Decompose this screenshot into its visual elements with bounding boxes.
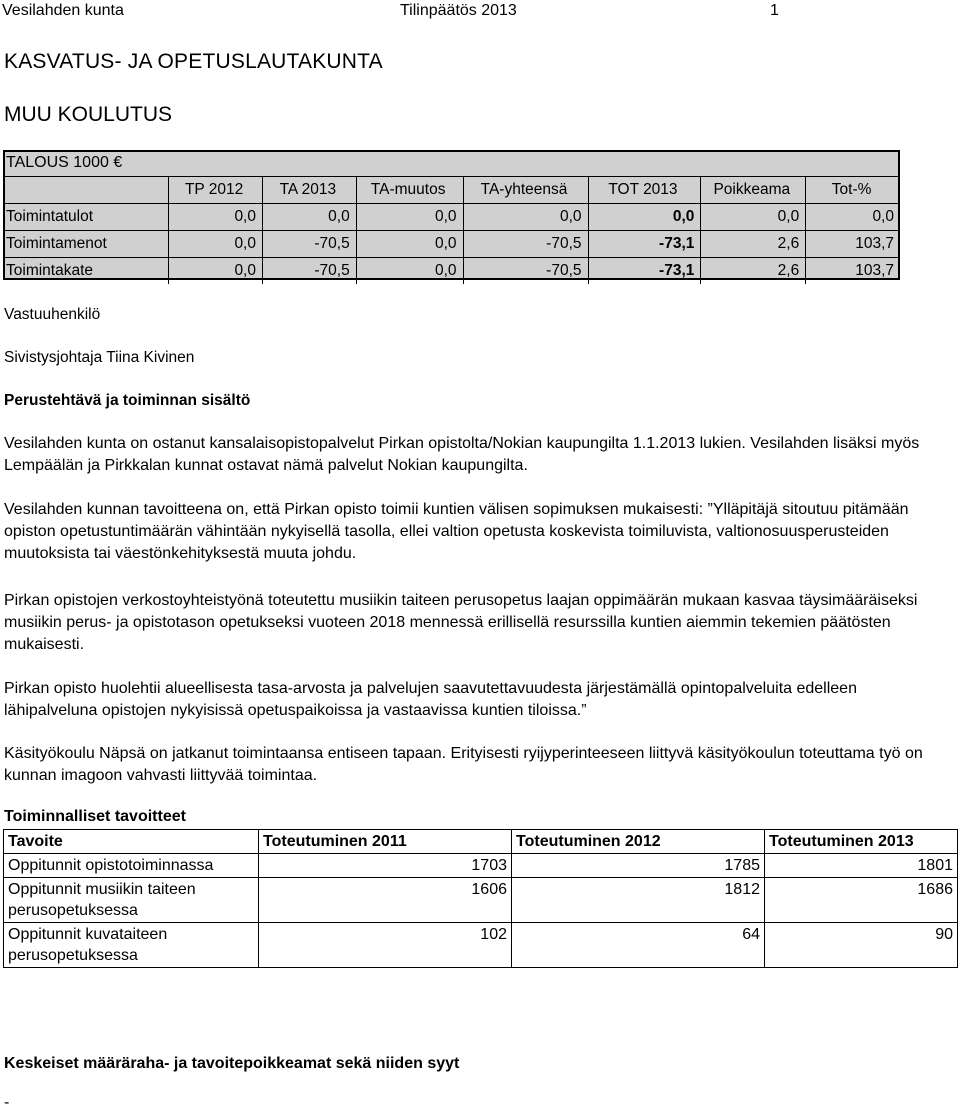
goals-cell: 1686 [765, 878, 958, 923]
goals-col-header: Tavoite [4, 830, 259, 854]
finance-cell: 0,0 [806, 204, 900, 231]
finance-header-row [3, 177, 900, 204]
finance-cell: 0,0 [701, 204, 806, 231]
task-heading: Perustehtävä ja toiminnan sisältö [4, 392, 251, 409]
goals-cell: 1801 [765, 854, 958, 878]
finance-col-header: Tot-% [806, 177, 900, 204]
finance-col-header: TA 2013 [263, 177, 357, 204]
goals-row [4, 878, 958, 923]
finance-cell: -70,5 [263, 231, 357, 258]
finance-col-header: TOT 2013 [588, 177, 701, 204]
header-report-title: Tilinpäätös 2013 [400, 2, 517, 19]
goals-row-label: Oppitunnit musiikin taiteen perusopetuksessa [4, 878, 259, 923]
finance-row-label: Toimintatulot [3, 204, 169, 231]
paragraph: Pirkan opistojen verkostoyhteistyönä toteutettu musiikin taiteen perusopetus laajan oppimäärän mukaan kasvaa täysimääräiseksi musiikin perus- ja opistotason opetukseksi vuoteen 2018 mennessä erillisellä resurssilla kuntien aiemmin tekemien päätösten mukaisesti. [4, 592, 918, 653]
finance-table [3, 150, 900, 284]
finance-cell: 103,7 [806, 231, 900, 258]
paragraph: Pirkan opisto huolehtii alueellisesta tasa-arvosta ja palvelujen saavutettavuudesta järjestämällä opintopalveluita edelleen lähipalveluna opistojen nykyisissä opetuspaikoissa ja vastaavissa kuntien tiloissa.” [4, 680, 857, 719]
finance-cell: -70,5 [463, 231, 588, 258]
deviation-text: - [4, 1094, 10, 1111]
finance-row [3, 231, 900, 258]
goals-table [3, 829, 958, 968]
finance-cell: -73,1 [588, 231, 701, 258]
deviation-title: Keskeiset määräraha- ja tavoitepoikkeamat sekä niiden syyt [4, 1055, 460, 1072]
goals-col-header: Toteutuminen 2013 [765, 830, 958, 854]
finance-row [3, 204, 900, 231]
finance-cell: 0,0 [356, 204, 463, 231]
committee-title: KASVATUS- JA OPETUSLAUTAKUNTA [4, 50, 383, 73]
goals-row [4, 923, 958, 968]
finance-col-header: TA-muutos [356, 177, 463, 204]
responsible-label: Vastuuhenkilö [4, 306, 101, 323]
responsible-name: Sivistysjohtaja Tiina Kivinen [4, 349, 195, 366]
goals-cell: 1703 [259, 854, 512, 878]
section-title: MUU KOULUTUS [4, 103, 173, 126]
goals-cell: 1785 [512, 854, 765, 878]
finance-caption-row [3, 150, 900, 177]
header-page-number: 1 [770, 2, 779, 19]
page-header [0, 0, 960, 24]
goals-cell: 1606 [259, 878, 512, 923]
goals-row [4, 854, 958, 878]
goals-header-row [4, 830, 958, 854]
paragraph: Vesilahden kunnan tavoitteena on, että Pirkan opisto toimii kuntien välisen sopimuksen mukaisesti: ”Ylläpitäjä sitoutuu pitämään opiston opetustuntimäärän vähintään nykyisellä tasolla, ellei valtion opetusta koskevista toimiluvista, valtionosuusperusteiden muutoksista tai väestönkehityksestä muuta johdu. [4, 501, 909, 562]
finance-cell: 0,0 [169, 258, 263, 285]
goals-cell: 64 [512, 923, 765, 968]
finance-cell: -73,1 [588, 258, 701, 285]
finance-row [3, 258, 900, 285]
goals-cell: 90 [765, 923, 958, 968]
finance-row-label: Toimintamenot [3, 231, 169, 258]
finance-cell: 0,0 [356, 231, 463, 258]
goals-col-header: Toteutuminen 2011 [259, 830, 512, 854]
goals-cell: 102 [259, 923, 512, 968]
finance-cell: 0,0 [169, 204, 263, 231]
finance-cell: 0,0 [588, 204, 701, 231]
finance-caption: TALOUS 1000 € [6, 154, 123, 171]
finance-row-label: Toimintakate [3, 258, 169, 285]
goals-row-label: Oppitunnit opistotoiminnassa [4, 854, 259, 878]
finance-col-header: TA-yhteensä [463, 177, 588, 204]
finance-col-header: TP 2012 [169, 177, 263, 204]
finance-cell: -70,5 [263, 258, 357, 285]
header-municipality: Vesilahden kunta [2, 2, 124, 19]
goals-row-label: Oppitunnit kuvataiteen perusopetuksessa [4, 923, 259, 968]
goals-cell: 1812 [512, 878, 765, 923]
finance-cell: 2,6 [701, 231, 806, 258]
finance-cell: -70,5 [463, 258, 588, 285]
paragraph: Käsityökoulu Näpsä on jatkanut toimintaansa entiseen tapaan. Erityisesti ryijyperinteeseen liittyvä käsityökoulun toteuttama työ on kunnan imagoon vahvasti liittyvää toimintaa. [4, 745, 923, 784]
goals-title: Toiminnalliset tavoitteet [4, 808, 186, 825]
finance-cell: 0,0 [169, 231, 263, 258]
finance-cell: 103,7 [806, 258, 900, 285]
goals-col-header: Toteutuminen 2012 [512, 830, 765, 854]
finance-cell: 0,0 [263, 204, 357, 231]
finance-cell: 0,0 [356, 258, 463, 285]
finance-cell: 0,0 [463, 204, 588, 231]
finance-cell: 2,6 [701, 258, 806, 285]
paragraph: Vesilahden kunta on ostanut kansalaisopistopalvelut Pirkan opistolta/Nokian kaupungilta 1.1.2013 lukien. Vesilahden lisäksi myös Lempäälän ja Pirkkalan kunnat ostavat nämä palvelut Nokian kaupungilta. [4, 435, 920, 474]
finance-col-header: Poikkeama [701, 177, 806, 204]
